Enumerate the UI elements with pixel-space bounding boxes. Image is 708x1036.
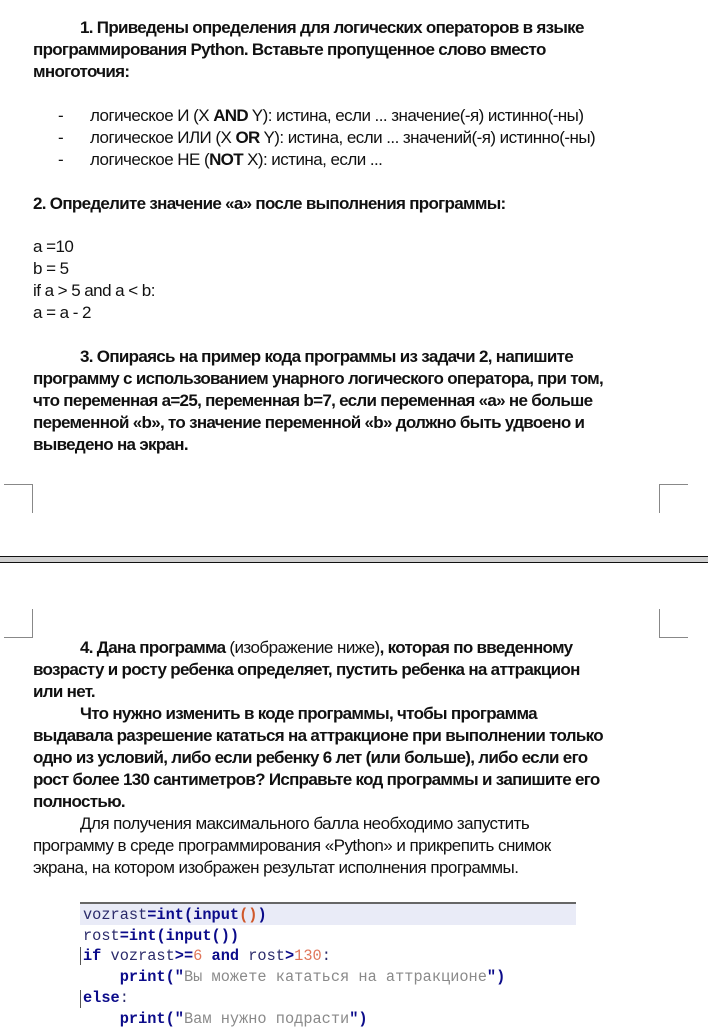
code-token: (" <box>165 968 184 987</box>
text-segment: программу в среде программирования «Python» и прикрепить снимок <box>33 836 551 855</box>
text-segment: NOT <box>209 150 243 169</box>
code-token: > <box>284 947 295 966</box>
text-segment: рост более 130 сантиметров? Исправьте код программы и запишите его <box>33 770 600 789</box>
page-break-separator <box>0 556 708 563</box>
text-segment: X): истина, если ... <box>242 150 383 169</box>
task4-text-line <box>33 792 125 812</box>
code-token: >= <box>174 947 194 966</box>
bullet-item <box>90 150 382 170</box>
code-token: print <box>83 1009 166 1028</box>
code-token: (" <box>165 1009 184 1028</box>
code-token: ) <box>257 906 267 924</box>
task4-text-line <box>80 704 537 724</box>
text-segment: выведено на экран. <box>33 435 188 454</box>
text-segment: переменной «b», то значение переменной «b» должно быть удвоено и <box>33 413 585 432</box>
page-corner-mark <box>4 609 33 638</box>
code-token: ") <box>349 1009 368 1028</box>
text-segment: логическое ИЛИ (X <box>90 128 236 147</box>
text-segment: программу с использованием унарного логического оператора, при том, <box>33 369 604 388</box>
code-screenshot <box>80 902 576 1032</box>
page-corner-mark <box>4 484 33 513</box>
code-token: (input()) <box>156 926 240 945</box>
code-token: rost <box>83 926 120 945</box>
code-line <box>83 1009 368 1029</box>
text-segment: a =10 <box>33 237 74 256</box>
text-segment: выдавала разрешение кататься на аттракционе при выполнении только <box>33 726 603 745</box>
text-segment: программирования Python. Вставьте пропущенное слово вместо <box>33 40 546 59</box>
bullet-marker: - <box>58 106 64 125</box>
text-segment: if a > 5 and a < b: <box>33 281 155 300</box>
text-segment: Y): истина, если ... значение(-я) истинно(-ны) <box>247 106 584 125</box>
task1-text-line <box>80 18 584 38</box>
code-example-line <box>33 237 73 257</box>
text-segment: что переменная a=25, переменная b=7, если переменная «а» не больше <box>33 391 593 410</box>
page-corner-mark <box>659 609 688 638</box>
bullet-item <box>90 106 583 126</box>
task4-text-line <box>33 748 587 768</box>
code-line <box>83 988 129 1008</box>
task4-text-line <box>33 770 600 790</box>
text-segment: экрана, на котором изображен результат исполнения программы. <box>33 858 519 877</box>
code-example-line <box>33 281 155 301</box>
text-segment: логическое И (X <box>90 106 214 125</box>
task4-text-line <box>80 638 572 658</box>
text-segment: или нет. <box>33 682 95 701</box>
task3-text-line <box>33 413 584 433</box>
code-token: 6 <box>193 947 203 966</box>
code-token: =int <box>147 906 184 924</box>
code-token: =int <box>119 926 157 945</box>
code-token: rost <box>239 947 285 966</box>
code-line <box>83 967 505 987</box>
page-corner-mark <box>659 484 688 513</box>
text-segment: логическое НЕ ( <box>90 150 210 169</box>
text-segment: Для получения максимального балла необходимо запустить <box>80 814 530 833</box>
task3-text-line <box>80 347 573 367</box>
text-segment: 3. Опираясь на пример кода программы из задачи 2, напишите <box>80 347 573 366</box>
code-token: Вы можете кататься на аттракционе <box>183 968 487 987</box>
text-segment: , которая по введенному <box>379 638 573 657</box>
code-token: if <box>83 947 102 966</box>
text-segment: a = a - 2 <box>33 303 91 322</box>
code-example-line <box>33 303 91 323</box>
code-token: : <box>321 947 331 966</box>
text-segment: многоточия: <box>33 62 130 81</box>
text-segment: полностью. <box>33 792 125 811</box>
bullet-marker: - <box>58 150 64 169</box>
text-segment: Y): истина, если ... значений(-я) истинно(-ны) <box>259 128 596 147</box>
task4-text-line <box>33 660 580 680</box>
task2-heading <box>33 194 506 214</box>
text-segment: OR <box>235 128 260 147</box>
task1-text-line <box>33 62 129 82</box>
bullet-item <box>90 128 595 148</box>
task3-text-line <box>33 391 592 411</box>
code-token: else <box>83 988 120 1007</box>
code-token: : <box>119 988 129 1007</box>
code-token: Вам нужно подрасти <box>183 1009 350 1028</box>
text-cursor <box>80 947 81 965</box>
task3-text-line <box>33 435 188 455</box>
code-line <box>83 946 331 966</box>
text-segment: одно из условий, либо если ребенку 6 лет (или больше), либо если его <box>33 748 588 767</box>
code-example-line <box>33 259 69 279</box>
code-token: ( <box>183 906 194 924</box>
task1-text-line <box>33 40 546 60</box>
code-token: input <box>193 906 240 924</box>
text-segment: 2. Определите значение «а» после выполнения программы: <box>33 194 506 213</box>
code-token: vozrast <box>101 947 175 966</box>
task4-text-line <box>33 836 551 856</box>
code-line <box>83 905 267 925</box>
code-token: print <box>83 968 166 987</box>
code-line <box>83 926 239 946</box>
code-token: and <box>202 947 240 966</box>
code-token: 130 <box>294 947 322 966</box>
text-segment: b = 5 <box>33 259 69 278</box>
task4-text-line <box>80 814 529 834</box>
code-token: () <box>239 906 258 924</box>
bullet-marker: - <box>58 128 64 147</box>
task4-text-line <box>33 682 95 702</box>
text-segment: (изображение ниже) <box>229 638 380 657</box>
task4-text-line <box>33 858 518 878</box>
text-segment: 4. Дана программа <box>80 638 230 657</box>
task3-text-line <box>33 369 603 389</box>
text-segment: Что нужно изменить в коде программы, чтобы программа <box>80 704 537 723</box>
text-segment: 1. Приведены определения для логических операторов в языке <box>80 18 584 37</box>
text-cursor <box>80 990 81 1008</box>
task4-text-line <box>33 726 603 746</box>
code-token: ") <box>486 968 506 987</box>
text-segment: возрасту и росту ребенка определяет, пустить ребенка на аттракцион <box>33 660 580 679</box>
text-segment: AND <box>213 106 248 125</box>
code-token: vozrast <box>83 906 148 924</box>
